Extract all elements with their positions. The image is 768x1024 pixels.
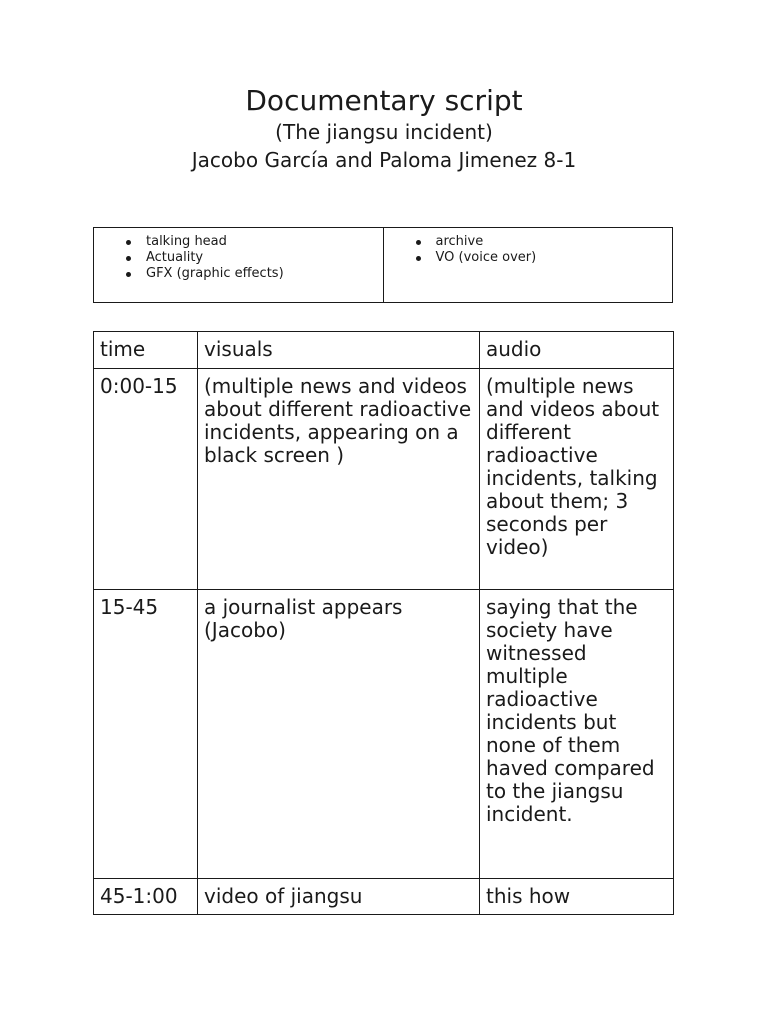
row-time: 0:00-15 — [94, 369, 198, 590]
row-time: 45-1:00 — [94, 879, 198, 915]
legend-item-archive: archive — [436, 234, 663, 250]
legend-item-actuality: Actuality — [146, 250, 373, 266]
row-time: 15-45 — [94, 590, 198, 879]
header-audio: audio — [480, 332, 674, 369]
row-audio: saying that the society have witnessed multiple radioactive incidents but none of them haved compared to the jiangsu incident. — [480, 590, 674, 879]
legend-left-cell — [94, 228, 384, 303]
legend-right-cell — [383, 228, 673, 303]
legend-left-list — [104, 234, 373, 282]
header-time: time — [94, 332, 198, 369]
row-visuals: (multiple news and videos about different radioactive incidents, appearing on a black screen ) — [198, 369, 480, 590]
script-table — [93, 331, 674, 915]
legend-table — [93, 227, 673, 303]
legend-item-vo: VO (voice over) — [436, 250, 663, 266]
legend-row — [94, 228, 673, 303]
script-header-row — [94, 332, 674, 369]
legend-right-list — [394, 234, 663, 266]
document-subtitle: (The jiangsu incident) — [275, 120, 493, 144]
row-visuals: video of jiangsu — [198, 879, 480, 915]
legend-item-talking-head: talking head — [146, 234, 373, 250]
header-visuals: visuals — [198, 332, 480, 369]
table-row — [94, 590, 674, 879]
table-row — [94, 879, 674, 915]
legend-item-gfx: GFX (graphic effects) — [146, 266, 373, 282]
row-audio: this how — [480, 879, 674, 915]
document-title: Documentary script — [245, 84, 523, 117]
document-authors: Jacobo García and Paloma Jimenez 8-1 — [191, 148, 577, 172]
table-row — [94, 369, 674, 590]
row-audio: (multiple news and videos about different radioactive incidents, talking about them; 3 seconds per video) — [480, 369, 674, 590]
row-visuals: a journalist appears (Jacobo) — [198, 590, 480, 879]
